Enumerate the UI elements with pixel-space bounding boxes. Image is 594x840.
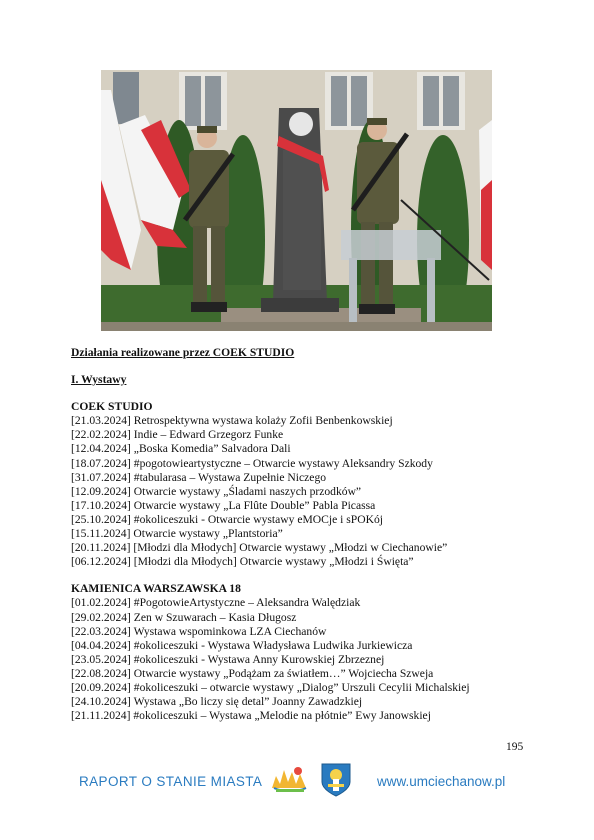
list-item: [18.07.2024] #pogotowieartystyczne – Otwarcie wystawy Aleksandry Szkody [71, 456, 433, 470]
page-footer [0, 762, 594, 802]
list-item: [17.10.2024] Otwarcie wystawy „La Flûte Double” Pabla Picassa [71, 498, 376, 512]
list-item: [20.11.2024] [Młodzi dla Młodych] Otwarcie wystawy „Młodzi w Ciechanowie” [71, 541, 448, 555]
list-item: [15.11.2024] Otwarcie wystawy „Plantstoria” [71, 527, 283, 541]
list-item: [12.04.2024] „Boska Komedia” Salvadora Dali [71, 442, 291, 456]
list-item: [06.12.2024] [Młodzi dla Młodych] Otwarcie wystawy „Młodzi i Święta” [71, 555, 414, 569]
city-crest-icon [320, 762, 352, 803]
footer-report-title: RAPORT O STANIE MIASTA [79, 774, 263, 789]
list-item: [01.02.2024] #PogotowieArtystyczne – Aleksandra Walędziak [71, 596, 361, 610]
section-title: I. Wystawy [71, 373, 127, 387]
list-item: [23.05.2024] #okoliceszuki - Wystawa Anny Kurowskiej Zbrzeznej [71, 652, 385, 666]
memorial-photo [101, 70, 492, 331]
photo-memorial-with-honor-guard-icon [101, 70, 492, 331]
list-item: [21.11.2024] #okoliceszuki – Wystawa „Melodie na płótnie” Ewy Janowskiej [71, 709, 431, 723]
list-item: [22.08.2024] Otwarcie wystawy „Podążam za światłem…” Wojciecha Szweja [71, 666, 434, 680]
group-title: COEK STUDIO [71, 400, 153, 414]
list-item: [22.03.2024] Wystawa wspominkowa LZA Ciechanów [71, 624, 327, 638]
list-item: [29.02.2024] Zen w Szuwarach – Kasia Długosz [71, 610, 297, 624]
page-number: 195 [506, 741, 524, 753]
city-logo-icon [268, 762, 312, 801]
page-heading: Działania realizowane przez COEK STUDIO [71, 346, 295, 359]
footer-website: www.umciechanow.pl [377, 774, 506, 789]
list-item: [31.07.2024] #tabularasa – Wystawa Zupełnie Niczego [71, 470, 327, 484]
group-title: KAMIENICA WARSZAWSKA 18 [71, 582, 241, 596]
list-item: [25.10.2024] #okoliceszuki - Otwarcie wystawy eMOCje i sPOKój [71, 512, 384, 526]
list-item: [12.09.2024] Otwarcie wystawy „Śladami naszych przodków” [71, 484, 362, 498]
document-body [71, 346, 541, 723]
list-item: [21.03.2024] Retrospektywna wystawa kolaży Zofii Benbenkowskiej [71, 414, 393, 428]
list-item: [20.09.2024] #okoliceszuki – otwarcie wystawy „Dialog” Urszuli Cecylii Michalskiej [71, 680, 470, 694]
list-item: [22.02.2024] Indie – Edward Grzegorz Funke [71, 428, 284, 442]
list-item: [04.04.2024] #okoliceszuki - Wystawa Władysława Ludwika Jurkiewicza [71, 638, 413, 652]
list-item: [24.10.2024] Wystawa „Bo liczy się detal” Joanny Zawadzkiej [71, 695, 363, 709]
